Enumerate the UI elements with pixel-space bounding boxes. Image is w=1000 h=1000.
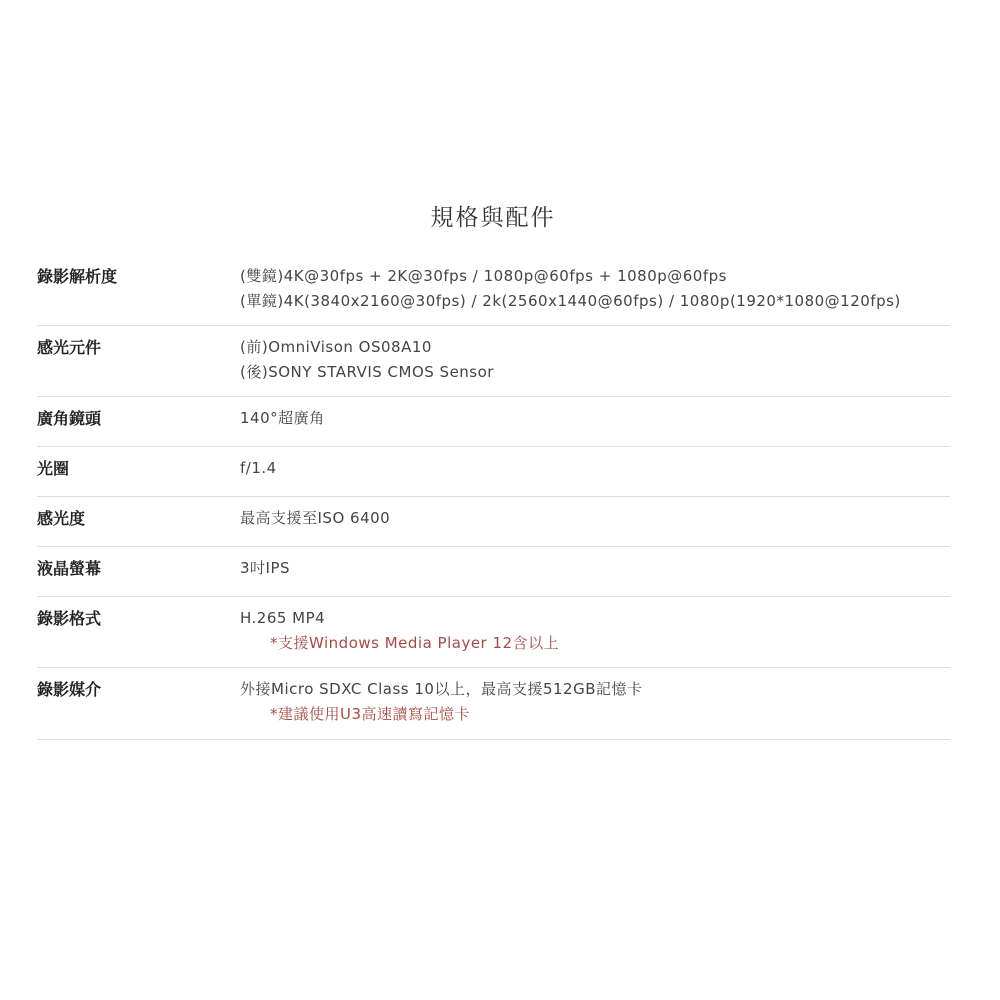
spec-row-lcd-screen <box>37 547 950 597</box>
spec-values <box>240 447 950 496</box>
spec-label: 錄影媒介 <box>37 680 102 699</box>
spec-note: *建議使用U3高速讀寫記憶卡 <box>270 705 471 723</box>
spec-value-line: H.265 MP4 <box>240 609 326 627</box>
spec-value-line: 外接Micro SDXC Class 10以上，最高支援512GB記憶卡 <box>240 680 643 698</box>
spec-value-line: 最高支援至ISO 6400 <box>240 509 391 527</box>
spec-label: 錄影解析度 <box>37 267 118 286</box>
spec-value-line: (單鏡)4K(3840x2160@30fps) / 2k(2560x1440@60fps) / 1080p(1920*1080@120fps) <box>240 292 901 310</box>
spec-values <box>240 597 950 667</box>
page-title: 規格與配件 <box>430 205 556 231</box>
spec-value-line: (雙鏡)4K@30fps + 2K@30fps / 1080p@60fps + 1080p@60fps <box>240 267 727 285</box>
spec-value-line: 140°超廣角 <box>240 409 325 427</box>
spec-values <box>240 255 950 325</box>
spec-row-iso <box>37 497 950 547</box>
spec-table <box>37 255 950 740</box>
spec-row-wide-angle-lens <box>37 397 950 447</box>
spec-label: 液晶螢幕 <box>37 559 102 578</box>
spec-row-recording-format <box>37 597 950 668</box>
spec-value-line: 3吋IPS <box>240 559 291 577</box>
spec-row-sensor <box>37 326 950 397</box>
spec-row-resolution <box>37 255 950 326</box>
spec-label: 錄影格式 <box>37 609 102 628</box>
spec-values <box>240 497 950 546</box>
spec-label: 感光元件 <box>37 338 102 357</box>
spec-row-aperture <box>37 447 950 497</box>
spec-value-line: (前)OmniVison OS08A10 <box>240 338 432 356</box>
spec-values <box>240 668 950 739</box>
spec-label: 廣角鏡頭 <box>37 409 102 428</box>
spec-row-recording-media <box>37 668 950 740</box>
spec-values <box>240 397 950 446</box>
spec-note: *支援Windows Media Player 12含以上 <box>270 634 560 652</box>
spec-values <box>240 326 950 396</box>
spec-value-line: (後)SONY STARVIS CMOS Sensor <box>240 363 494 381</box>
spec-label: 光圈 <box>37 459 70 478</box>
spec-value-line: f/1.4 <box>240 459 277 477</box>
spec-values <box>240 547 950 596</box>
spec-label: 感光度 <box>37 509 86 528</box>
